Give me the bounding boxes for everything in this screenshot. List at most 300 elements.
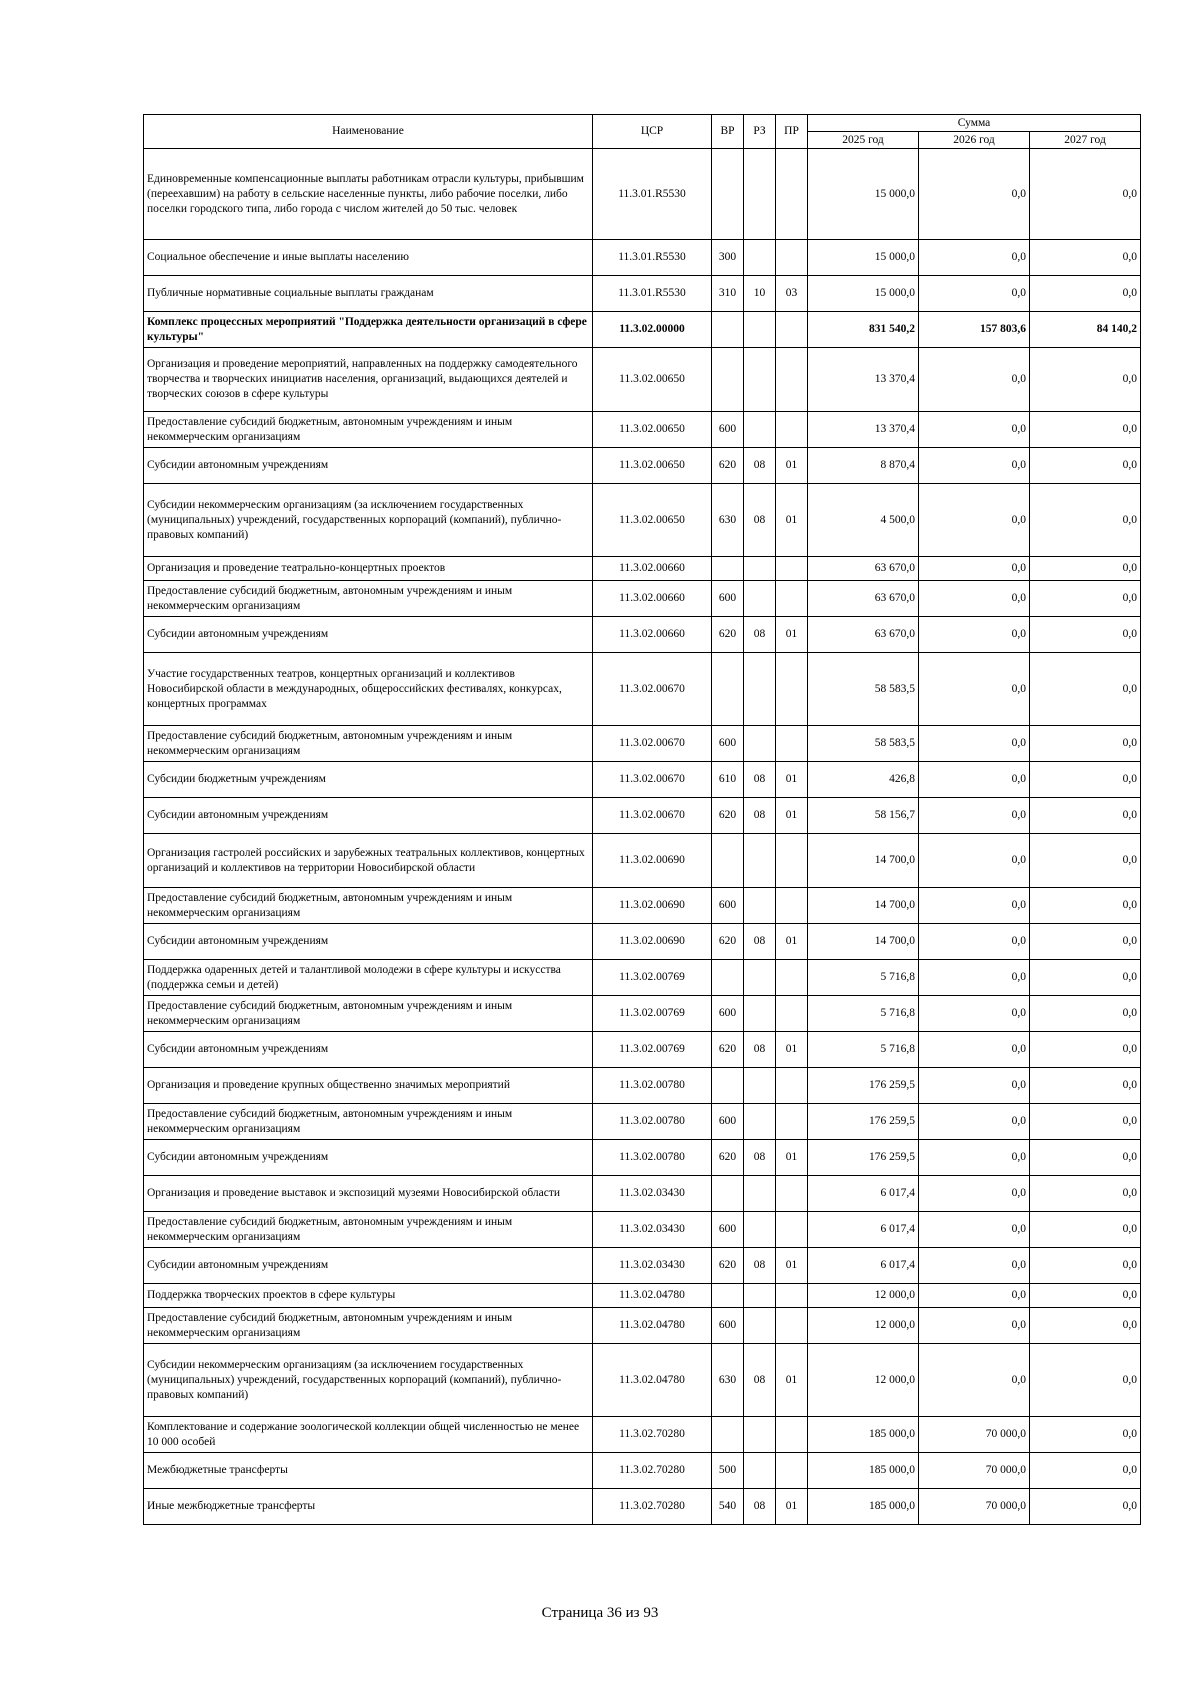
table-row <box>144 726 1141 762</box>
cell-vr: 620 <box>712 798 744 834</box>
cell-vr: 630 <box>712 484 744 557</box>
cell-sum-2025: 63 670,0 <box>808 557 919 581</box>
cell-pr: 01 <box>776 1140 808 1176</box>
table-row <box>144 276 1141 312</box>
cell-rz <box>744 726 776 762</box>
header-sum: Сумма <box>808 115 1141 132</box>
cell-sum-2027: 0,0 <box>1030 581 1141 617</box>
cell-rz: 08 <box>744 484 776 557</box>
cell-pr: 03 <box>776 276 808 312</box>
table-row <box>144 798 1141 834</box>
cell-rz <box>744 1308 776 1344</box>
cell-name: Организация и проведение мероприятий, направленных на поддержку самодеятельного творчества и творческих инициатив населения, организаций, выдающихся деятелей и творческих союзов в сфере культуры <box>144 348 593 412</box>
cell-sum-2027: 0,0 <box>1030 240 1141 276</box>
header-vr: ВР <box>712 115 744 149</box>
cell-sum-2027: 0,0 <box>1030 960 1141 996</box>
table-row <box>144 581 1141 617</box>
cell-vr: 600 <box>712 726 744 762</box>
cell-name: Публичные нормативные социальные выплаты гражданам <box>144 276 593 312</box>
cell-sum-2027: 0,0 <box>1030 557 1141 581</box>
cell-sum-2025: 176 259,5 <box>808 1104 919 1140</box>
table-row <box>144 1176 1141 1212</box>
cell-name: Предоставление субсидий бюджетным, автономным учреждениям и иным некоммерческим организациям <box>144 726 593 762</box>
cell-name: Субсидии автономным учреждениям <box>144 1140 593 1176</box>
cell-sum-2026: 0,0 <box>919 762 1030 798</box>
cell-pr <box>776 1308 808 1344</box>
cell-vr: 540 <box>712 1489 744 1525</box>
cell-name: Межбюджетные трансферты <box>144 1453 593 1489</box>
cell-sum-2025: 6 017,4 <box>808 1248 919 1284</box>
cell-pr <box>776 581 808 617</box>
cell-rz: 08 <box>744 1344 776 1417</box>
cell-csr: 11.3.02.00690 <box>593 888 712 924</box>
cell-sum-2025: 831 540,2 <box>808 312 919 348</box>
cell-vr: 500 <box>712 1453 744 1489</box>
cell-csr: 11.3.02.00690 <box>593 834 712 888</box>
table-row <box>144 348 1141 412</box>
cell-name: Предоставление субсидий бюджетным, автономным учреждениям и иным некоммерческим организациям <box>144 888 593 924</box>
cell-sum-2026: 0,0 <box>919 888 1030 924</box>
cell-pr <box>776 726 808 762</box>
cell-rz <box>744 888 776 924</box>
cell-vr <box>712 1176 744 1212</box>
cell-name: Поддержка одаренных детей и талантливой молодежи в сфере культуры и искусства (поддержка семьи и детей) <box>144 960 593 996</box>
cell-pr: 01 <box>776 1489 808 1525</box>
cell-name: Комплекс процессных мероприятий "Поддержка деятельности организаций в сфере культуры" <box>144 312 593 348</box>
cell-vr: 600 <box>712 1104 744 1140</box>
table-row <box>144 924 1141 960</box>
cell-csr: 11.3.02.04780 <box>593 1308 712 1344</box>
cell-rz: 08 <box>744 1032 776 1068</box>
cell-sum-2027: 0,0 <box>1030 834 1141 888</box>
cell-sum-2025: 176 259,5 <box>808 1068 919 1104</box>
cell-sum-2026: 70 000,0 <box>919 1453 1030 1489</box>
cell-name: Комплектование и содержание зоологической коллекции общей численностью не менее 10 000 особей <box>144 1417 593 1453</box>
cell-sum-2026: 0,0 <box>919 412 1030 448</box>
table-row <box>144 834 1141 888</box>
cell-csr: 11.3.02.00780 <box>593 1068 712 1104</box>
cell-vr: 620 <box>712 924 744 960</box>
cell-sum-2027: 0,0 <box>1030 1417 1141 1453</box>
cell-sum-2026: 0,0 <box>919 557 1030 581</box>
cell-csr: 11.3.02.00780 <box>593 1104 712 1140</box>
cell-sum-2027: 0,0 <box>1030 1104 1141 1140</box>
cell-sum-2026: 157 803,6 <box>919 312 1030 348</box>
cell-sum-2026: 0,0 <box>919 484 1030 557</box>
cell-csr: 11.3.02.00660 <box>593 557 712 581</box>
cell-sum-2027: 0,0 <box>1030 726 1141 762</box>
cell-rz: 08 <box>744 924 776 960</box>
cell-sum-2025: 12 000,0 <box>808 1308 919 1344</box>
cell-sum-2025: 14 700,0 <box>808 834 919 888</box>
cell-vr <box>712 653 744 726</box>
cell-vr: 630 <box>712 1344 744 1417</box>
cell-sum-2025: 6 017,4 <box>808 1212 919 1248</box>
cell-name: Субсидии автономным учреждениям <box>144 1032 593 1068</box>
cell-csr: 11.3.02.00660 <box>593 581 712 617</box>
cell-rz <box>744 960 776 996</box>
cell-sum-2027: 0,0 <box>1030 924 1141 960</box>
cell-pr: 01 <box>776 448 808 484</box>
cell-name: Иные межбюджетные трансферты <box>144 1489 593 1525</box>
cell-pr: 01 <box>776 617 808 653</box>
cell-rz <box>744 348 776 412</box>
cell-pr <box>776 240 808 276</box>
cell-vr: 600 <box>712 888 744 924</box>
cell-vr: 620 <box>712 1032 744 1068</box>
cell-csr: 11.3.02.00650 <box>593 412 712 448</box>
table-row <box>144 412 1141 448</box>
cell-rz <box>744 581 776 617</box>
cell-sum-2026: 0,0 <box>919 348 1030 412</box>
cell-csr: 11.3.02.03430 <box>593 1248 712 1284</box>
cell-sum-2026: 0,0 <box>919 996 1030 1032</box>
cell-rz <box>744 1068 776 1104</box>
cell-name: Предоставление субсидий бюджетным, автономным учреждениям и иным некоммерческим организациям <box>144 1104 593 1140</box>
cell-name: Субсидии некоммерческим организациям (за исключением государственных (муниципальных) учреждений, государственных корпораций (компаний), публично-правовых компаний) <box>144 484 593 557</box>
cell-pr <box>776 960 808 996</box>
cell-name: Предоставление субсидий бюджетным, автономным учреждениям и иным некоммерческим организациям <box>144 412 593 448</box>
cell-csr: 11.3.02.00000 <box>593 312 712 348</box>
cell-rz <box>744 1417 776 1453</box>
cell-sum-2026: 0,0 <box>919 1140 1030 1176</box>
cell-sum-2026: 0,0 <box>919 726 1030 762</box>
cell-sum-2026: 0,0 <box>919 1284 1030 1308</box>
cell-sum-2026: 0,0 <box>919 1176 1030 1212</box>
cell-pr <box>776 1104 808 1140</box>
cell-sum-2027: 0,0 <box>1030 1489 1141 1525</box>
cell-rz: 08 <box>744 1248 776 1284</box>
cell-sum-2025: 63 670,0 <box>808 617 919 653</box>
cell-pr <box>776 557 808 581</box>
cell-rz <box>744 834 776 888</box>
header-row-top <box>144 115 1141 132</box>
cell-pr: 01 <box>776 1248 808 1284</box>
cell-sum-2026: 0,0 <box>919 1104 1030 1140</box>
table-body <box>144 149 1141 1525</box>
cell-sum-2027: 0,0 <box>1030 149 1141 240</box>
cell-csr: 11.3.02.00670 <box>593 726 712 762</box>
cell-vr: 600 <box>712 996 744 1032</box>
table-row <box>144 1104 1141 1140</box>
table-row <box>144 996 1141 1032</box>
cell-sum-2026: 70 000,0 <box>919 1489 1030 1525</box>
table-row <box>144 1140 1141 1176</box>
cell-sum-2027: 0,0 <box>1030 484 1141 557</box>
cell-name: Субсидии автономным учреждениям <box>144 798 593 834</box>
header-name: Наименование <box>144 115 593 149</box>
cell-sum-2026: 0,0 <box>919 653 1030 726</box>
cell-sum-2027: 0,0 <box>1030 1453 1141 1489</box>
cell-sum-2026: 0,0 <box>919 276 1030 312</box>
cell-name: Субсидии автономным учреждениям <box>144 924 593 960</box>
cell-csr: 11.3.02.00769 <box>593 996 712 1032</box>
cell-csr: 11.3.01.R5530 <box>593 276 712 312</box>
cell-csr: 11.3.02.00660 <box>593 617 712 653</box>
cell-sum-2025: 8 870,4 <box>808 448 919 484</box>
cell-vr: 310 <box>712 276 744 312</box>
cell-rz <box>744 149 776 240</box>
cell-rz <box>744 996 776 1032</box>
cell-sum-2025: 176 259,5 <box>808 1140 919 1176</box>
cell-vr <box>712 960 744 996</box>
cell-name: Предоставление субсидий бюджетным, автономным учреждениям и иным некоммерческим организациям <box>144 1308 593 1344</box>
cell-sum-2027: 0,0 <box>1030 1176 1141 1212</box>
cell-sum-2027: 0,0 <box>1030 1140 1141 1176</box>
cell-pr: 01 <box>776 1032 808 1068</box>
cell-sum-2027: 0,0 <box>1030 348 1141 412</box>
cell-sum-2026: 0,0 <box>919 1308 1030 1344</box>
cell-name: Социальное обеспечение и иные выплаты населению <box>144 240 593 276</box>
cell-pr <box>776 1417 808 1453</box>
cell-sum-2027: 0,0 <box>1030 1248 1141 1284</box>
cell-rz <box>744 1176 776 1212</box>
cell-vr <box>712 312 744 348</box>
cell-sum-2025: 12 000,0 <box>808 1284 919 1308</box>
cell-sum-2025: 13 370,4 <box>808 348 919 412</box>
cell-sum-2025: 15 000,0 <box>808 276 919 312</box>
cell-csr: 11.3.02.03430 <box>593 1212 712 1248</box>
cell-sum-2025: 58 156,7 <box>808 798 919 834</box>
cell-name: Участие государственных театров, концертных организаций и коллективов Новосибирской области в международных, общероссийских фестивалях, конкурсах, концертных программах <box>144 653 593 726</box>
cell-pr <box>776 412 808 448</box>
cell-pr <box>776 149 808 240</box>
table-row <box>144 448 1141 484</box>
cell-pr <box>776 653 808 726</box>
table-row <box>144 888 1141 924</box>
header-rz: РЗ <box>744 115 776 149</box>
cell-rz <box>744 557 776 581</box>
cell-sum-2027: 0,0 <box>1030 1308 1141 1344</box>
cell-sum-2027: 0,0 <box>1030 1344 1141 1417</box>
cell-name: Организация и проведение выставок и экспозиций музеями Новосибирской области <box>144 1176 593 1212</box>
cell-sum-2025: 5 716,8 <box>808 1032 919 1068</box>
table-row <box>144 1453 1141 1489</box>
cell-rz <box>744 653 776 726</box>
cell-rz: 08 <box>744 762 776 798</box>
table-row <box>144 1308 1141 1344</box>
cell-rz: 08 <box>744 1489 776 1525</box>
cell-sum-2027: 0,0 <box>1030 653 1141 726</box>
cell-sum-2026: 0,0 <box>919 1068 1030 1104</box>
cell-name: Предоставление субсидий бюджетным, автономным учреждениям и иным некоммерческим организациям <box>144 581 593 617</box>
cell-name: Субсидии некоммерческим организациям (за исключением государственных (муниципальных) учреждений, государственных корпораций (компаний), публично-правовых компаний) <box>144 1344 593 1417</box>
table-row <box>144 1032 1141 1068</box>
cell-csr: 11.3.02.00769 <box>593 1032 712 1068</box>
cell-name: Организация и проведение крупных общественно значимых мероприятий <box>144 1068 593 1104</box>
cell-pr: 01 <box>776 1344 808 1417</box>
cell-sum-2026: 0,0 <box>919 1212 1030 1248</box>
cell-csr: 11.3.02.00650 <box>593 348 712 412</box>
cell-sum-2025: 14 700,0 <box>808 888 919 924</box>
cell-name: Субсидии автономным учреждениям <box>144 1248 593 1284</box>
cell-vr <box>712 1068 744 1104</box>
cell-csr: 11.3.02.04780 <box>593 1284 712 1308</box>
table-row <box>144 617 1141 653</box>
cell-pr: 01 <box>776 484 808 557</box>
cell-rz: 08 <box>744 798 776 834</box>
header-year-2026: 2026 год <box>919 132 1030 149</box>
cell-sum-2025: 14 700,0 <box>808 924 919 960</box>
cell-sum-2026: 0,0 <box>919 617 1030 653</box>
cell-vr <box>712 348 744 412</box>
cell-sum-2025: 15 000,0 <box>808 149 919 240</box>
cell-rz <box>744 1284 776 1308</box>
cell-pr <box>776 1284 808 1308</box>
table-row <box>144 1068 1141 1104</box>
cell-sum-2025: 12 000,0 <box>808 1344 919 1417</box>
cell-vr: 600 <box>712 1212 744 1248</box>
cell-rz <box>744 1104 776 1140</box>
table-row <box>144 653 1141 726</box>
cell-csr: 11.3.02.70280 <box>593 1417 712 1453</box>
cell-vr <box>712 1417 744 1453</box>
cell-sum-2026: 0,0 <box>919 581 1030 617</box>
cell-vr: 600 <box>712 581 744 617</box>
cell-csr: 11.3.02.00780 <box>593 1140 712 1176</box>
cell-sum-2027: 0,0 <box>1030 1284 1141 1308</box>
cell-csr: 11.3.02.00650 <box>593 448 712 484</box>
cell-pr: 01 <box>776 924 808 960</box>
cell-sum-2025: 4 500,0 <box>808 484 919 557</box>
cell-csr: 11.3.02.03430 <box>593 1176 712 1212</box>
cell-csr: 11.3.02.70280 <box>593 1489 712 1525</box>
cell-name: Субсидии бюджетным учреждениям <box>144 762 593 798</box>
cell-name: Субсидии автономным учреждениям <box>144 617 593 653</box>
cell-rz <box>744 1453 776 1489</box>
cell-sum-2027: 0,0 <box>1030 1068 1141 1104</box>
cell-csr: 11.3.01.R5530 <box>593 240 712 276</box>
cell-vr <box>712 1284 744 1308</box>
table-row <box>144 762 1141 798</box>
cell-pr: 01 <box>776 798 808 834</box>
table-row <box>144 1417 1141 1453</box>
cell-sum-2025: 185 000,0 <box>808 1489 919 1525</box>
header-year-2025: 2025 год <box>808 132 919 149</box>
cell-csr: 11.3.02.00670 <box>593 798 712 834</box>
cell-sum-2026: 0,0 <box>919 1344 1030 1417</box>
cell-csr: 11.3.02.00650 <box>593 484 712 557</box>
cell-pr: 01 <box>776 762 808 798</box>
cell-vr: 610 <box>712 762 744 798</box>
cell-vr: 600 <box>712 1308 744 1344</box>
cell-pr <box>776 1068 808 1104</box>
cell-vr: 620 <box>712 617 744 653</box>
cell-sum-2026: 0,0 <box>919 834 1030 888</box>
cell-pr <box>776 1212 808 1248</box>
cell-pr <box>776 996 808 1032</box>
cell-sum-2027: 0,0 <box>1030 888 1141 924</box>
cell-name: Предоставление субсидий бюджетным, автономным учреждениям и иным некоммерческим организациям <box>144 996 593 1032</box>
cell-csr: 11.3.02.00670 <box>593 653 712 726</box>
cell-rz <box>744 412 776 448</box>
cell-sum-2026: 70 000,0 <box>919 1417 1030 1453</box>
page-number: Страница 36 из 93 <box>541 1605 659 1621</box>
cell-sum-2027: 0,0 <box>1030 996 1141 1032</box>
cell-rz <box>744 240 776 276</box>
table-row <box>144 1248 1141 1284</box>
cell-name: Организация и проведение театрально-концертных проектов <box>144 557 593 581</box>
cell-sum-2025: 63 670,0 <box>808 581 919 617</box>
cell-sum-2025: 58 583,5 <box>808 726 919 762</box>
cell-sum-2025: 426,8 <box>808 762 919 798</box>
cell-rz: 08 <box>744 448 776 484</box>
cell-sum-2025: 13 370,4 <box>808 412 919 448</box>
cell-vr: 600 <box>712 412 744 448</box>
cell-name: Поддержка творческих проектов в сфере культуры <box>144 1284 593 1308</box>
cell-sum-2026: 0,0 <box>919 1248 1030 1284</box>
cell-vr <box>712 834 744 888</box>
table-row <box>144 149 1141 240</box>
budget-table <box>143 114 1141 1525</box>
cell-sum-2025: 6 017,4 <box>808 1176 919 1212</box>
cell-vr: 620 <box>712 1248 744 1284</box>
cell-sum-2025: 58 583,5 <box>808 653 919 726</box>
cell-name: Организация гастролей российских и зарубежных театральных коллективов, концертных организаций и коллективов на территории Новосибирской области <box>144 834 593 888</box>
cell-vr: 620 <box>712 448 744 484</box>
cell-sum-2027: 0,0 <box>1030 448 1141 484</box>
cell-csr: 11.3.02.04780 <box>593 1344 712 1417</box>
cell-sum-2027: 0,0 <box>1030 798 1141 834</box>
cell-sum-2026: 0,0 <box>919 149 1030 240</box>
cell-sum-2027: 84 140,2 <box>1030 312 1141 348</box>
cell-sum-2025: 5 716,8 <box>808 960 919 996</box>
cell-pr <box>776 312 808 348</box>
cell-name: Субсидии автономным учреждениям <box>144 448 593 484</box>
cell-sum-2026: 0,0 <box>919 1032 1030 1068</box>
cell-sum-2026: 0,0 <box>919 240 1030 276</box>
cell-pr <box>776 888 808 924</box>
table-row <box>144 557 1141 581</box>
cell-rz: 10 <box>744 276 776 312</box>
cell-csr: 11.3.02.70280 <box>593 1453 712 1489</box>
cell-pr <box>776 1176 808 1212</box>
table-row <box>144 1489 1141 1525</box>
cell-sum-2027: 0,0 <box>1030 412 1141 448</box>
table-row <box>144 1212 1141 1248</box>
cell-csr: 11.3.01.R5530 <box>593 149 712 240</box>
cell-csr: 11.3.02.00690 <box>593 924 712 960</box>
header-year-2027: 2027 год <box>1030 132 1141 149</box>
cell-name: Единовременные компенсационные выплаты работникам отрасли культуры, прибывшим (переехавшим) на работу в сельские населенные пункты, либо рабочие поселки, либо поселки городского типа, либо города с числом жителей до 50 тыс. человек <box>144 149 593 240</box>
cell-sum-2025: 185 000,0 <box>808 1453 919 1489</box>
cell-rz: 08 <box>744 617 776 653</box>
table-row <box>144 960 1141 996</box>
cell-sum-2025: 15 000,0 <box>808 240 919 276</box>
cell-rz <box>744 312 776 348</box>
cell-sum-2027: 0,0 <box>1030 1212 1141 1248</box>
table-row <box>144 484 1141 557</box>
cell-sum-2026: 0,0 <box>919 448 1030 484</box>
cell-vr: 300 <box>712 240 744 276</box>
table-row <box>144 312 1141 348</box>
cell-vr: 620 <box>712 1140 744 1176</box>
cell-sum-2027: 0,0 <box>1030 762 1141 798</box>
cell-pr <box>776 1453 808 1489</box>
cell-rz <box>744 1212 776 1248</box>
cell-sum-2025: 5 716,8 <box>808 996 919 1032</box>
cell-sum-2027: 0,0 <box>1030 276 1141 312</box>
cell-pr <box>776 834 808 888</box>
cell-sum-2026: 0,0 <box>919 960 1030 996</box>
cell-csr: 11.3.02.00769 <box>593 960 712 996</box>
cell-sum-2025: 185 000,0 <box>808 1417 919 1453</box>
cell-sum-2027: 0,0 <box>1030 617 1141 653</box>
cell-sum-2027: 0,0 <box>1030 1032 1141 1068</box>
header-pr: ПР <box>776 115 808 149</box>
table-row <box>144 240 1141 276</box>
table-row <box>144 1284 1141 1308</box>
